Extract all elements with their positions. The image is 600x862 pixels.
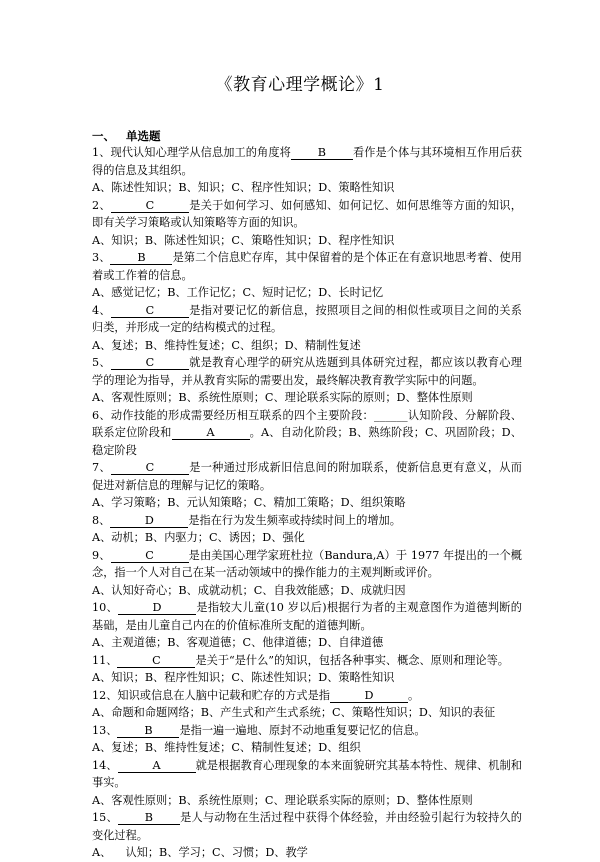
document-title: 《教育心理学概论》1 — [215, 75, 385, 95]
question-options: A、知识；B、程序性知识；C、陈述性知识；D、策略性知识 — [92, 671, 395, 684]
question-item — [92, 144, 522, 197]
question-item — [92, 302, 522, 355]
question-item — [92, 547, 522, 600]
question-options: A、 认知；B、学习；C、习惯；D、教学 — [92, 846, 308, 859]
question-item — [92, 652, 522, 687]
question-options: A、命题和命题网络；B、产生式和产生式系统；C、策略性知识；D、知识的表征 — [92, 706, 496, 719]
answer-blank: D — [110, 514, 188, 528]
question-item — [92, 407, 522, 460]
question-stem: 6、动作技能的形成需要经历相互联系的四个主要阶段：______认知阶段、分解阶段、联系定位阶段和 A 。A、自动化阶段；B、熟练阶段；C、巩固阶段；D、稳定阶段 — [92, 408, 522, 457]
question-item — [92, 459, 522, 512]
answer-blank: D — [330, 689, 408, 703]
question-options: A、学习策略；B、元认知策略；C、精加工策略；D、组织策略 — [92, 496, 406, 509]
question-options: A、认知好奇心；B、成就动机；C、自我效能感；D、成就归因 — [92, 583, 406, 597]
question-stem: 11、 C 是关于“是什么”的知识，包括各种事实、概念、原则和理论等。 — [92, 653, 509, 667]
question-stem: 9、 C 是由美国心理学家班杜拉（Bandura,A）于 1977 年提出的一个概念，指一个人对自己在某一活动领域中的操作能力的主观判断或评价。 — [92, 548, 522, 579]
question-stem: 3、 B 是第二个信息贮存库，其中保留着的是个体正在有意识地思考着、使用着或工作着的信息。 — [92, 251, 522, 282]
question-options: A、主观道德；B、客观道德；C、他律道德；D、自律道德 — [92, 636, 384, 649]
answer-blank: C — [111, 199, 189, 213]
answer-blank: B — [110, 251, 172, 265]
answer-blank: C — [111, 549, 189, 563]
question-stem: 14、 A 就是根据教育心理现象的本来面貌研究其基本特性、规律、机制和事实。 — [92, 758, 522, 789]
question-stem: 2、 C 是关于如何学习、如何感知、如何记忆、如何思维等方面的知识，即有关学习策略或认知策略等方面的知识。 — [92, 198, 522, 229]
question-stem: 5、 C 就是教育心理学的研究从选题到具体研究过程，都应该以教育心理学的理论为指导，并从教育实际的需要出发，最终解决教育教学实际中的问题。 — [92, 356, 522, 387]
answer-blank: C — [111, 461, 189, 475]
question-stem: 10、 D 是指较大儿童(10 岁以后)根据行为者的主观意图作为道德判断的基础，是由儿童自己内在的价值标准所支配的道德判断。 — [92, 601, 522, 632]
section-number: 一、 — [92, 129, 115, 143]
answer-blank: C — [117, 654, 195, 668]
question-item — [92, 354, 522, 407]
question-options: A、复述；B、维持性复述；C、精制性复述；D、组织 — [92, 741, 361, 754]
question-options: A、客观性原则；B、系统性原则；C、理论联系实际的原则；D、整体性原则 — [92, 793, 473, 807]
answer-blank: C — [111, 356, 189, 370]
question-options: A、客观性原则；B、系统性原则；C、理论联系实际的原则；D、整体性原则 — [92, 391, 473, 404]
question-stem: 13、 B 是指一遍一遍地、原封不动地重复要记忆的信息。 — [92, 723, 426, 737]
answer-blank: A — [118, 759, 196, 773]
question-options: A、知识；B、陈述性知识；C、策略性知识；D、程序性知识 — [92, 233, 395, 247]
question-stem: 15、 B 是人与动物在生活过程中获得个体经验，并由经验引起行为较持久的变化过程。 — [92, 811, 522, 842]
question-item — [92, 809, 522, 862]
question-list — [92, 144, 522, 862]
question-options: A、复述；B、维持性复述；C、组织；D、精制性复述 — [92, 338, 361, 352]
section-heading — [92, 128, 161, 144]
question-stem: 1、现代认知心理学从信息加工的角度将 B 看作是个体与其环境相互作用后获得的信息及其组织。 — [92, 146, 522, 177]
answer-blank: B — [291, 146, 353, 160]
question-options: A、陈述性知识；B、知识；C、程序性知识；D、策略性知识 — [92, 181, 395, 194]
question-item — [92, 757, 522, 810]
question-stem: 4、 C 是指对要记忆的新信息，按照项目之间的相似性或项目之间的关系归类，并形成一定的结构模式的过程。 — [92, 303, 522, 334]
answer-blank: C — [111, 304, 189, 318]
answer-blank: B — [117, 724, 179, 738]
question-item — [92, 722, 522, 757]
answer-blank: B — [118, 811, 180, 825]
question-stem: 7、 C 是一种通过形成新旧信息间的附加联系，使新信息更有意义，从而促进对新信息的理解与记忆的策略。 — [92, 461, 522, 492]
section-label: 单选题 — [126, 129, 161, 143]
question-stem: 12、知识或信息在人脑中记载和贮存的方式是指 D 。 — [92, 688, 420, 702]
question-item — [92, 599, 522, 652]
question-item — [92, 249, 522, 302]
question-options: A、动机；B、内驱力；C、诱因；D、强化 — [92, 531, 305, 544]
question-options: A、感觉记忆；B、工作记忆；C、短时记忆；D、长时记忆 — [92, 286, 384, 299]
question-item — [92, 197, 522, 250]
answer-blank: A — [172, 426, 250, 440]
question-item — [92, 512, 522, 547]
question-stem: 8、 D 是指在行为发生频率或持续时间上的增加。 — [92, 513, 401, 527]
answer-blank: D — [118, 601, 196, 615]
question-item — [92, 687, 522, 722]
